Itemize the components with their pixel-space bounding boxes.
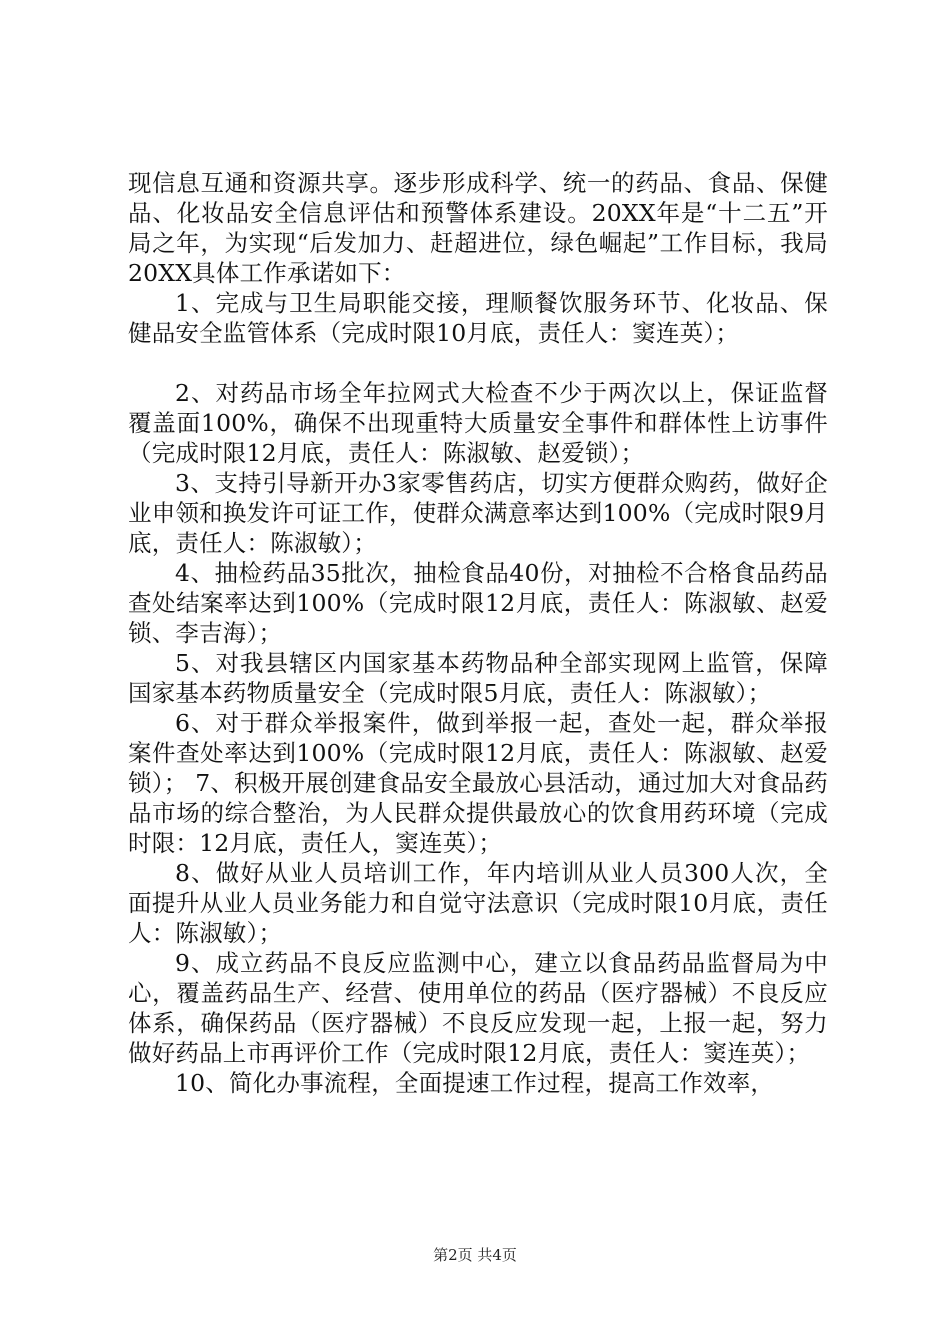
paragraph-item-10: 10、简化办事流程，全面提速工作过程，提高工作效率，	[175, 1069, 775, 1097]
paragraph-intro-continuation: 现信息互通和资源共享。逐步形成科学、统一的药品、食品、保健品、化妆品安全信息评估和预警体系建设。20XX年是“十二五”开局之年，为实现“后发加力、赶超进位，绿色崛起”工作目标，我局20XX具体工作承诺如下：	[128, 169, 828, 287]
paragraph-item-8: 8、做好从业人员培训工作，年内培训从业人员300人次，全面提升从业人员业务能力和自觉守法意识（完成时限10月底，责任人：陈淑敏）；	[128, 859, 828, 947]
paragraph-item-4: 4、抽检药品35批次，抽检食品40份，对抽检不合格食品药品查处结案率达到100%（完成时限12月底，责任人：陈淑敏、赵爱锁、李吉海）；	[128, 559, 828, 647]
page-footer	[0, 1245, 950, 1265]
paragraph-item-1: 1、完成与卫生局职能交接，理顺餐饮服务环节、化妆品、保健品安全监管体系（完成时限10月底，责任人：窦连英）；	[128, 289, 828, 347]
document-body	[128, 168, 828, 1098]
paragraph-item-9: 9、成立药品不良反应监测中心，建立以食品药品监督局为中心，覆盖药品生产、经营、使用单位的药品（医疗器械）不良反应体系，确保药品（医疗器械）不良反应发现一起，上报一起，努力做好药品上市再评价工作（完成时限12月底，责任人：窦连英）；	[128, 949, 828, 1067]
paragraph-item-5: 5、对我县辖区内国家基本药物品种全部实现网上监管，保障国家基本药物质量安全（完成时限5月底，责任人：陈淑敏）；	[128, 649, 828, 707]
paragraph-item-2: 2、对药品市场全年拉网式大检查不少于两次以上，保证监督覆盖面100%，确保不出现重特大质量安全事件和群体性上访事件（完成时限12月底，责任人：陈淑敏、赵爱锁）；	[128, 379, 828, 467]
page-number-indicator: 第2页 共4页	[433, 1246, 517, 1264]
paragraph-item-6-7: 6、对于群众举报案件，做到举报一起，查处一起，群众举报案件查处率达到100%（完成时限12月底，责任人：陈淑敏、赵爱锁）； 7、积极开展创建食品安全最放心县活动，通过加大对食品药品市场的综合整治，为人民群众提供最放心的饮食用药环境（完成时限：12月底，责任人，窦连英）；	[128, 709, 828, 857]
paragraph-item-3: 3、支持引导新开办3家零售药店，切实方便群众购药，做好企业申领和换发许可证工作，使群众满意率达到100%（完成时限9月底，责任人：陈淑敏）；	[128, 469, 828, 557]
